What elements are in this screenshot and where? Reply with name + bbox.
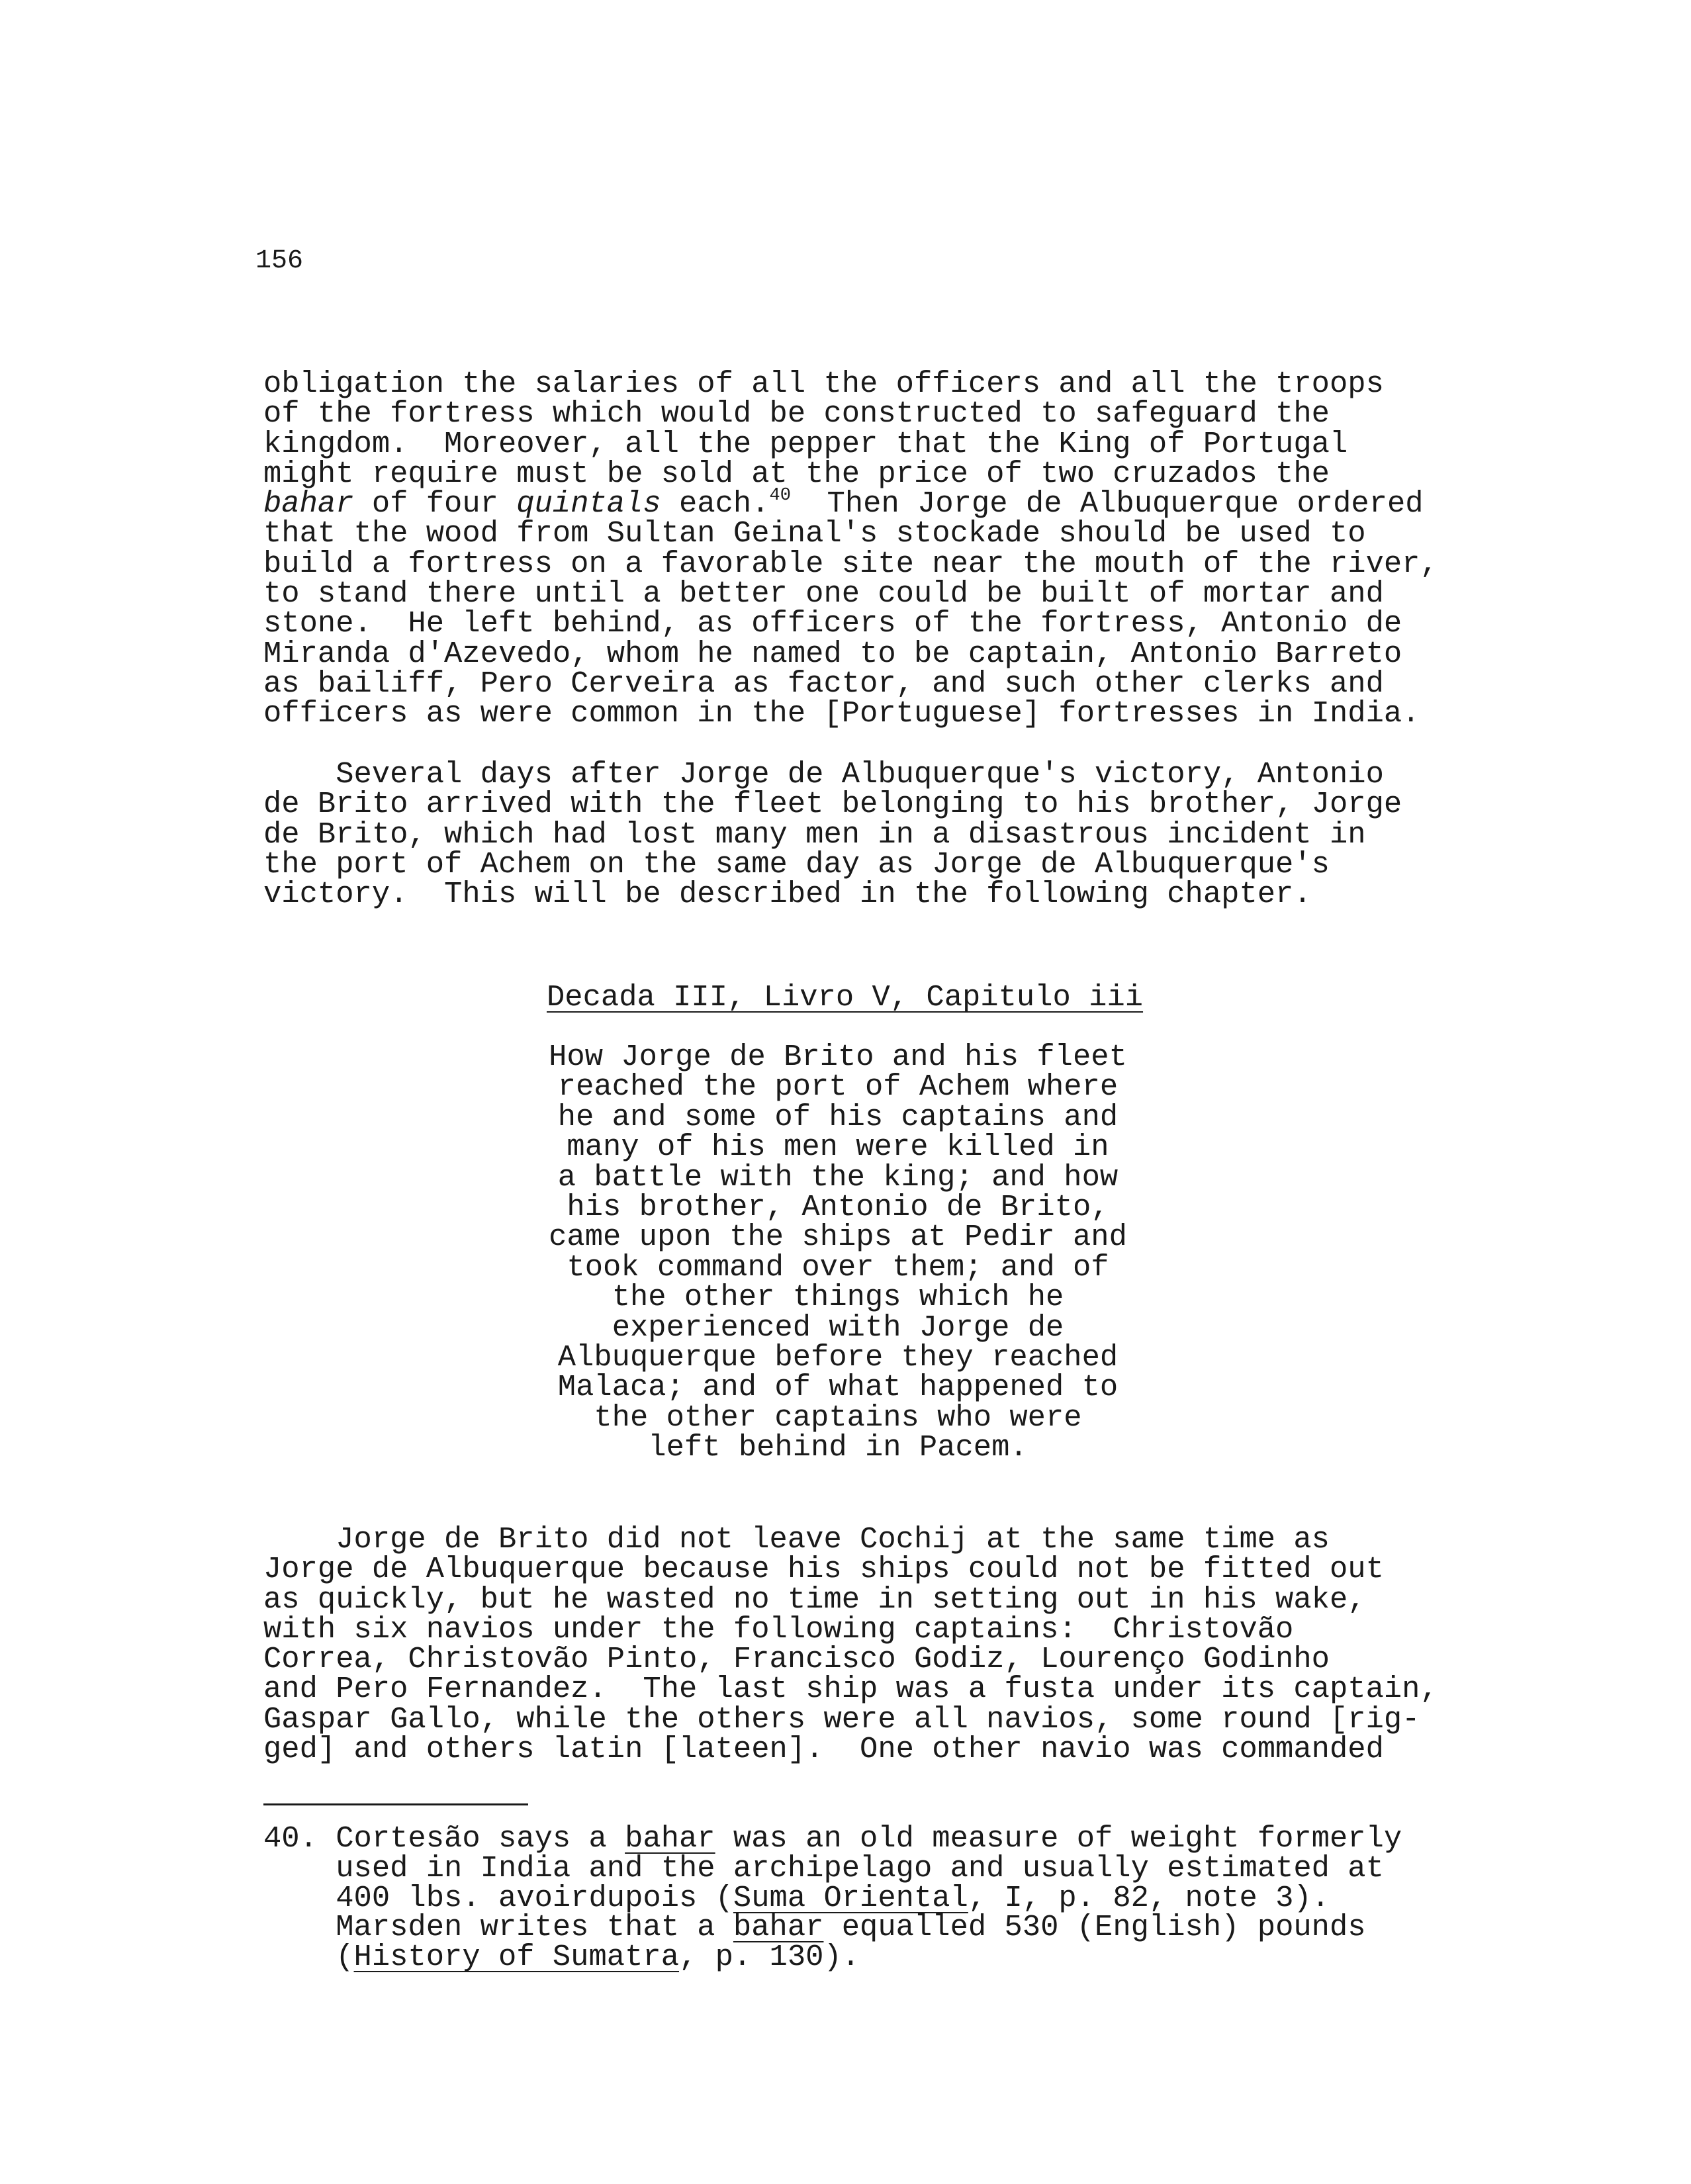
summary-line: many of his men were killed in bbox=[567, 1130, 1109, 1165]
text-line: obligation the salaries of all the officers and all the troops bbox=[263, 367, 1384, 401]
summary-line: took command over them; and of bbox=[567, 1250, 1109, 1285]
paragraph-obligation bbox=[263, 369, 1438, 729]
text-line: de Brito arrived with the fleet belonging to his brother, Jorge bbox=[263, 787, 1402, 822]
text-fragment: , I, p. 82, note 3). bbox=[968, 1880, 1330, 1915]
summary-line: left behind in Pacem. bbox=[648, 1430, 1028, 1465]
text-fragment: was an old measure of weight formerly bbox=[715, 1821, 1402, 1856]
term-bahar: bahar bbox=[625, 1821, 715, 1856]
footnote-line: used in India and the archipelago and usually estimated at bbox=[263, 1850, 1384, 1886]
text-line: Gaspar Gallo, while the others were all navios, some round [rig- bbox=[263, 1702, 1420, 1737]
text-line: officers as were common in the [Portuguese] fortresses in India. bbox=[263, 696, 1420, 731]
footnote-line bbox=[263, 1910, 1402, 1945]
summary-line: the other captains who were bbox=[594, 1400, 1082, 1435]
paragraph-several-days bbox=[263, 757, 1402, 912]
text-line: Miranda d'Azevedo, whom he named to be captain, Antonio Barreto bbox=[263, 636, 1402, 671]
summary-line: Malaca; and of what happened to bbox=[557, 1370, 1119, 1405]
text-line: might require must be sold at the price of two cruzados the bbox=[263, 456, 1330, 491]
text-line: as bailiff, Pero Cerveira as factor, and such other clerks and bbox=[263, 666, 1384, 701]
summary-line: experienced with Jorge de bbox=[612, 1310, 1064, 1345]
text-line: victory. This will be described in the following chapter. bbox=[263, 877, 1312, 912]
footnote-40 bbox=[263, 1821, 1402, 1975]
text-fragment: equalled 530 (English) pounds bbox=[823, 1910, 1366, 1945]
text-fragment: Marsden writes that a bbox=[263, 1910, 733, 1945]
text-line: with six navios under the following captains: Christovão bbox=[263, 1612, 1294, 1647]
summary-line: a battle with the king; and how bbox=[557, 1160, 1119, 1195]
page-number: 156 bbox=[255, 246, 304, 276]
text-line: as quickly, but he wasted no time in setting out in his wake, bbox=[263, 1582, 1366, 1617]
term-quintals: quintals bbox=[516, 486, 661, 522]
footnote-line bbox=[263, 1940, 1402, 1975]
text-line bbox=[263, 486, 1438, 522]
term-bahar: bahar bbox=[733, 1910, 824, 1945]
text-line: Several days after Jorge de Albuquerque's victory, Antonio bbox=[263, 757, 1384, 792]
text-fragment: each. bbox=[661, 486, 770, 522]
text-line: to stand there until a better one could be built of mortar and bbox=[263, 576, 1384, 612]
text-fragment: 400 lbs. avoirdupois ( bbox=[263, 1880, 733, 1915]
summary-line: How Jorge de Brito and his fleet bbox=[549, 1040, 1127, 1074]
chapter-heading: Decada III, Livro V, Capitulo iii bbox=[547, 980, 1144, 1015]
text-line: Correa, Christovão Pinto, Francisco Godiz, Lourenço Godinho bbox=[263, 1642, 1330, 1677]
text-line: ged] and others latin [lateen]. One other navio was commanded bbox=[263, 1732, 1384, 1767]
summary-line: came upon the ships at Pedir and bbox=[549, 1220, 1127, 1255]
footnote-reference: 40 bbox=[769, 486, 791, 506]
text-line: that the wood from Sultan Geinal's stockade should be used to bbox=[263, 516, 1366, 551]
text-line: Jorge de Brito did not leave Cochij at the same time as bbox=[263, 1522, 1330, 1557]
paragraph-jorge-de-brito bbox=[263, 1522, 1438, 1767]
summary-line: Albuquerque before they reached bbox=[557, 1340, 1119, 1375]
book-title: History of Sumatra bbox=[353, 1940, 680, 1975]
text-line: de Brito, which had lost many men in a disastrous incident in bbox=[263, 817, 1366, 852]
text-fragment: of four bbox=[353, 486, 517, 522]
text-line: kingdom. Moreover, all the pepper that the King of Portugal bbox=[263, 426, 1348, 461]
footnote-line bbox=[263, 1821, 1402, 1856]
footnote-divider bbox=[263, 1803, 528, 1805]
text-line: Jorge de Albuquerque because his ships could not be fitted out bbox=[263, 1552, 1384, 1587]
summary-line: his brother, Antonio de Brito, bbox=[567, 1190, 1109, 1225]
summary-line: the other things which he bbox=[612, 1280, 1064, 1315]
text-line: and Pero Fernandez. The last ship was a fusta under its captain, bbox=[263, 1672, 1438, 1707]
text-fragment: 40. Cortesão says a bbox=[263, 1821, 625, 1856]
footnote-line bbox=[263, 1880, 1402, 1915]
book-title: Suma Oriental bbox=[733, 1880, 968, 1915]
text-line: of the fortress which would be constructed to safeguard the bbox=[263, 396, 1330, 432]
text-fragment: ( bbox=[263, 1940, 354, 1975]
text-line: build a fortress on a favorable site near the mouth of the river, bbox=[263, 546, 1438, 581]
text-fragment: Then Jorge de Albuquerque ordered bbox=[790, 486, 1424, 522]
text-fragment: , p. 130). bbox=[679, 1940, 860, 1975]
text-line: stone. He left behind, as officers of the fortress, Antonio de bbox=[263, 606, 1402, 641]
summary-line: reached the port of Achem where bbox=[557, 1069, 1119, 1105]
term-bahar: bahar bbox=[263, 486, 354, 522]
chapter-summary bbox=[547, 1042, 1129, 1463]
text-line: the port of Achem on the same day as Jorge de Albuquerque's bbox=[263, 846, 1330, 882]
summary-line: he and some of his captains and bbox=[557, 1099, 1119, 1134]
